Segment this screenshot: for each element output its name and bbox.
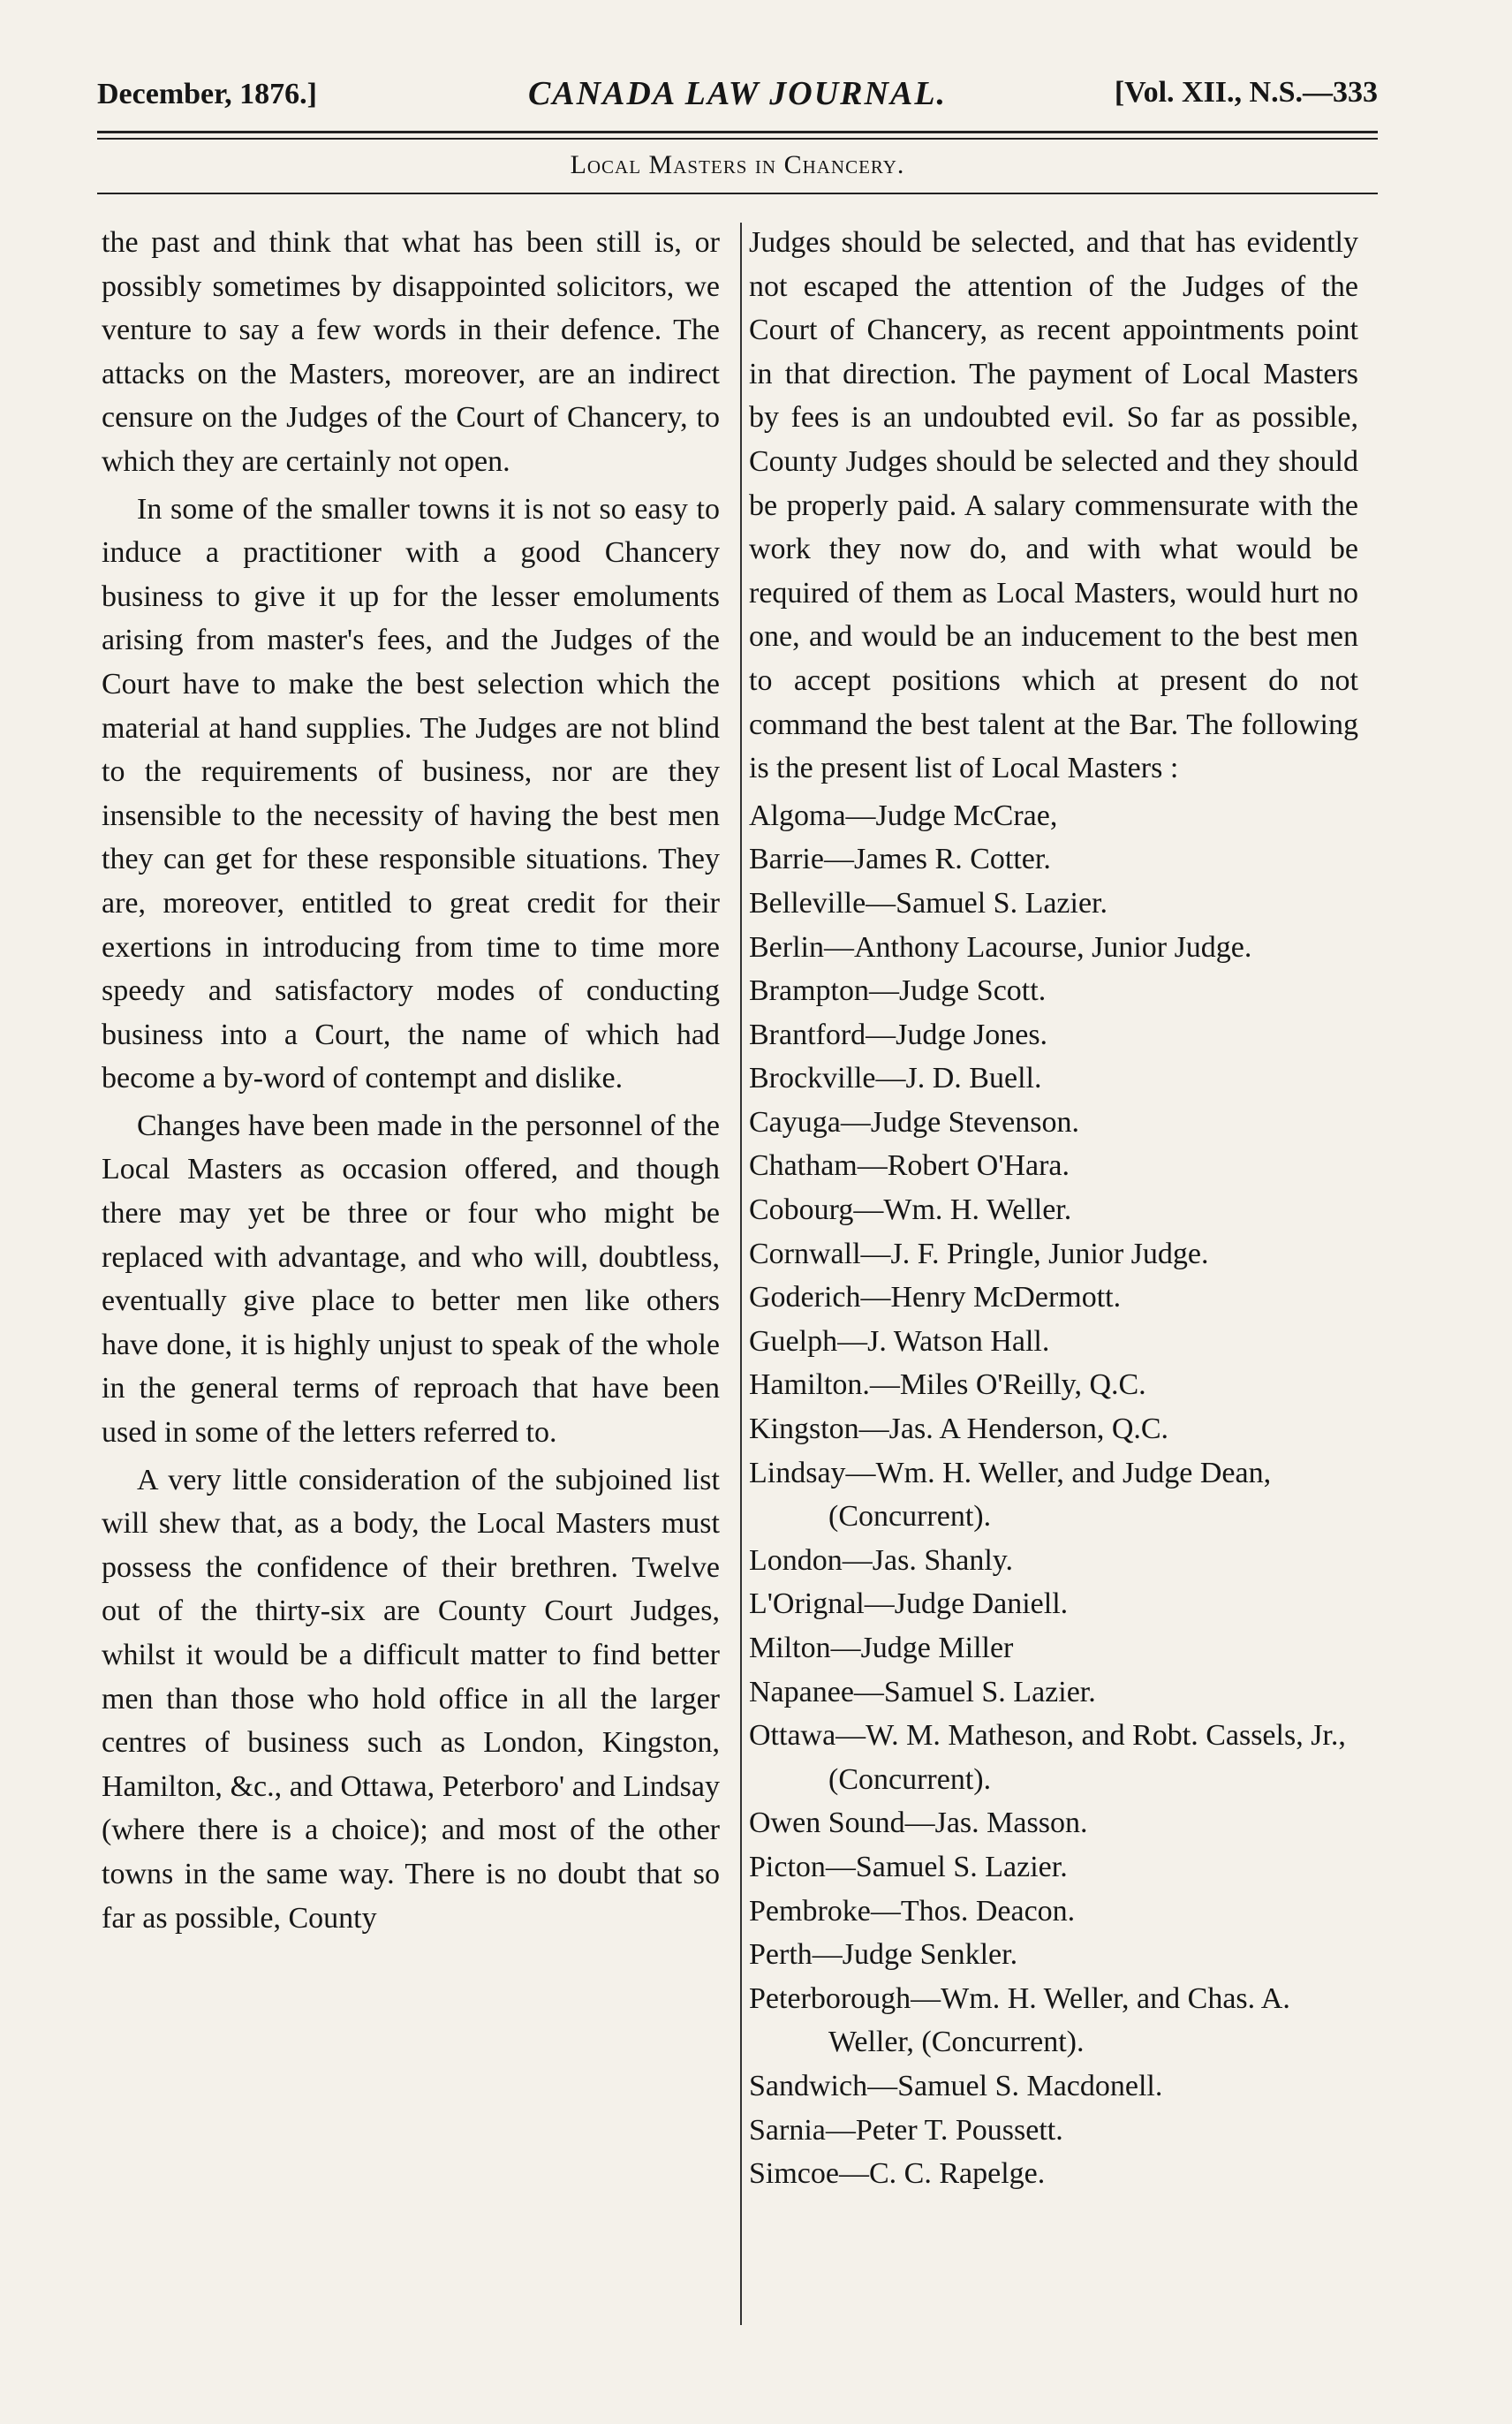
list-item: Brantford—Judge Jones. — [749, 1018, 1048, 1051]
paragraph: Changes have been made in the personnel of the Local Masters as occasion offered, and though there may yet be three or four who might be replaced with advantage, and who will, doubtless, eventually give place to better men like others have done, it is highly unjust to speak of the whole in the general terms of reproach that have been used in some of the letters referred to. — [102, 1109, 720, 1450]
list-item: Peterborough—Wm. H. Weller, and Chas. A. Weller, (Concurrent). — [749, 1981, 1290, 2059]
list-item: Belleville—Samuel S. Lazier. — [749, 886, 1108, 920]
paragraph: Judges should be selected, and that has evidently not escaped the attention of the Judges of the Court of Chancery, as recent appointments point in that direction. The payment of Local Masters by fees is an undoubted evil. So far as possible, County Judges should be selected and they should be properly paid. A salary commensurate with the work they now do, and with what would be required of them as Local Masters, would hurt no one, and would be an inducement to the best men to accept positions which at present do not command the best talent at the Bar. The following is the present list of Local Masters : — [749, 226, 1358, 785]
list-item: Cornwall—J. F. Pringle, Junior Judge. — [749, 1237, 1209, 1270]
journal-title: CANADA LAW JOURNAL. — [527, 75, 948, 112]
list-item: Napanee—Samuel S. Lazier. — [749, 1675, 1096, 1708]
list-item: Brampton—Judge Scott. — [749, 974, 1047, 1008]
list-item: Pembroke—Thos. Deacon. — [749, 1894, 1076, 1928]
header-rule-top — [97, 131, 1378, 133]
list-item: Simcoe—C. C. Rapelge. — [749, 2157, 1046, 2191]
list-item: London—Jas. Shanly. — [749, 1543, 1014, 1577]
list-item: Perth—Judge Senkler. — [749, 1938, 1018, 1972]
column-divider — [740, 223, 742, 2325]
list-item: Kingston—Jas. A Henderson, Q.C. — [749, 1413, 1169, 1446]
list-item: Algoma—Judge McCrae, — [749, 799, 1058, 832]
list-item: Goderich—Henry McDermott. — [749, 1281, 1122, 1314]
header-rule-bottom — [97, 138, 1378, 140]
list-item: Guelph—J. Watson Hall. — [749, 1324, 1050, 1358]
list-item: Brockville—J. D. Buell. — [749, 1062, 1042, 1095]
header-date: December, 1876.] — [97, 78, 317, 110]
paragraph: the past and think that what has been still is, or possibly sometimes by disappointed solicitors, we venture to say a few words in their defence. The attacks on the Masters, moreover, are an indirect censure on the Judges of the Court of Chancery, to which they are certainly not open. — [102, 226, 720, 478]
section-rule — [97, 193, 1378, 194]
paragraph: A very little consideration of the subjoined list will shew that, as a body, the Local Masters must possess the confidence of their brethren. Twelve out of the thirty-six are County Court Judges, whilst it would be a difficult matter to find better men than those who hold office in all the larger centres of business such as London, Kingston, Hamilton, &c., and Ottawa, Peterboro' and Lindsay (where there is a choice); and most of the other towns in the same way. There is no doubt that so far as possible, County — [102, 1463, 720, 1935]
list-item: L'Orignal—Judge Daniell. — [749, 1587, 1069, 1621]
list-item: Barrie—James R. Cotter. — [749, 843, 1051, 876]
list-item: Cobourg—Wm. H. Weller. — [749, 1193, 1072, 1227]
list-item: Sandwich—Samuel S. Macdonell. — [749, 2069, 1163, 2102]
list-item: Lindsay—Wm. H. Weller, and Judge Dean, (Concurrent). — [749, 1456, 1272, 1534]
list-item: Ottawa—W. M. Matheson, and Robt. Cassels, Jr., (Concurrent). — [749, 1719, 1346, 1796]
volume-page-number: [Vol. XII., N.S.—333 — [1114, 76, 1378, 109]
section-title: Local Masters in Chancery. — [570, 150, 905, 179]
paragraph: In some of the smaller towns it is not so easy to induce a practitioner with a good Chancery business to give it up for the lesser emoluments arising from master's fees, and the Judges of the Court have to make the best selection which the material at hand supplies. The Judges are not blind to the requirements of business, nor are they insensible to the necessity of having the best men they can get for these responsible situations. They are, moreover, entitled to great credit for their exertions in introducing from time to time more speedy and satisfactory modes of conducting business into a Court, the name of which had become a by-word of contempt and dislike. — [102, 492, 720, 1095]
right-column — [749, 221, 1358, 2196]
page-header — [97, 69, 1378, 122]
list-item: Owen Sound—Jas. Masson. — [749, 1807, 1088, 1840]
list-item: Milton—Judge Miller — [749, 1632, 1014, 1664]
local-masters-list — [749, 794, 1358, 2196]
left-column — [102, 221, 720, 1943]
list-item: Sarnia—Peter T. Poussett. — [749, 2113, 1063, 2147]
list-item: Picton—Samuel S. Lazier. — [749, 1850, 1068, 1883]
list-item: Chatham—Robert O'Hara. — [749, 1149, 1070, 1183]
list-item: Berlin—Anthony Lacourse, Junior Judge. — [749, 930, 1252, 964]
list-item: Cayuga—Judge Stevenson. — [749, 1105, 1079, 1139]
list-item: Hamilton.—Miles O'Reilly, Q.C. — [749, 1368, 1146, 1402]
